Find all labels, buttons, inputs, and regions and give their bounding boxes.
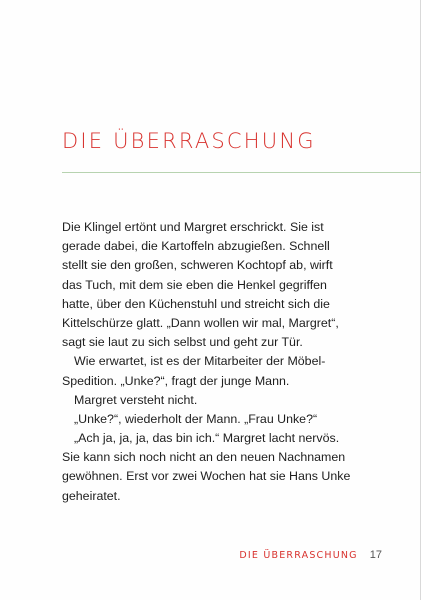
page-number: 17: [369, 549, 382, 561]
title-rule: [62, 172, 421, 173]
text-line: Wie erwartet, ist es der Mitarbeiter der Möbel-: [74, 354, 326, 369]
text-line: Spedition. „Unke?“, fragt der junge Mann.: [62, 373, 290, 388]
page-footer: [239, 549, 382, 561]
text-line: Die Klingel ertönt und Margret erschrickt. Sie ist: [62, 220, 324, 234]
text-line: Kittelschürze glatt. „Dann wollen wir mal, Margret“,: [62, 315, 339, 330]
text-line: gerade dabei, die Kartoffeln abzugießen. Schnell: [62, 239, 330, 254]
body-text: [62, 218, 362, 506]
text-line: Margret versteht nicht.: [74, 392, 198, 407]
text-line: stellt sie den großen, schweren Kochtopf ab, wirft: [62, 258, 333, 273]
text-line: das Tuch, mit dem sie eben die Henkel gegriffen: [62, 277, 327, 292]
text-line: hatte, über den Küchenstuhl und streicht sich die: [62, 296, 330, 311]
text-line: geheiratet.: [62, 488, 121, 503]
text-line: „Unke?“, wiederholt der Mann. „Frau Unke?“: [74, 411, 318, 426]
text-line: „Ach ja, ja, ja, das bin ich.“ Margret lacht nervös.: [74, 431, 340, 446]
text-line: sagt sie laut zu sich selbst und geht zur Tür.: [62, 335, 303, 350]
text-line: Sie kann sich noch nicht an den neuen Nachnamen: [62, 450, 346, 465]
chapter-title: DIE ÜBERRASCHUNG: [62, 129, 316, 153]
text-line: gewöhnen. Erst vor zwei Wochen hat sie Hans Unke: [62, 469, 351, 484]
running-head: DIE ÜBERRASCHUNG: [239, 550, 358, 561]
